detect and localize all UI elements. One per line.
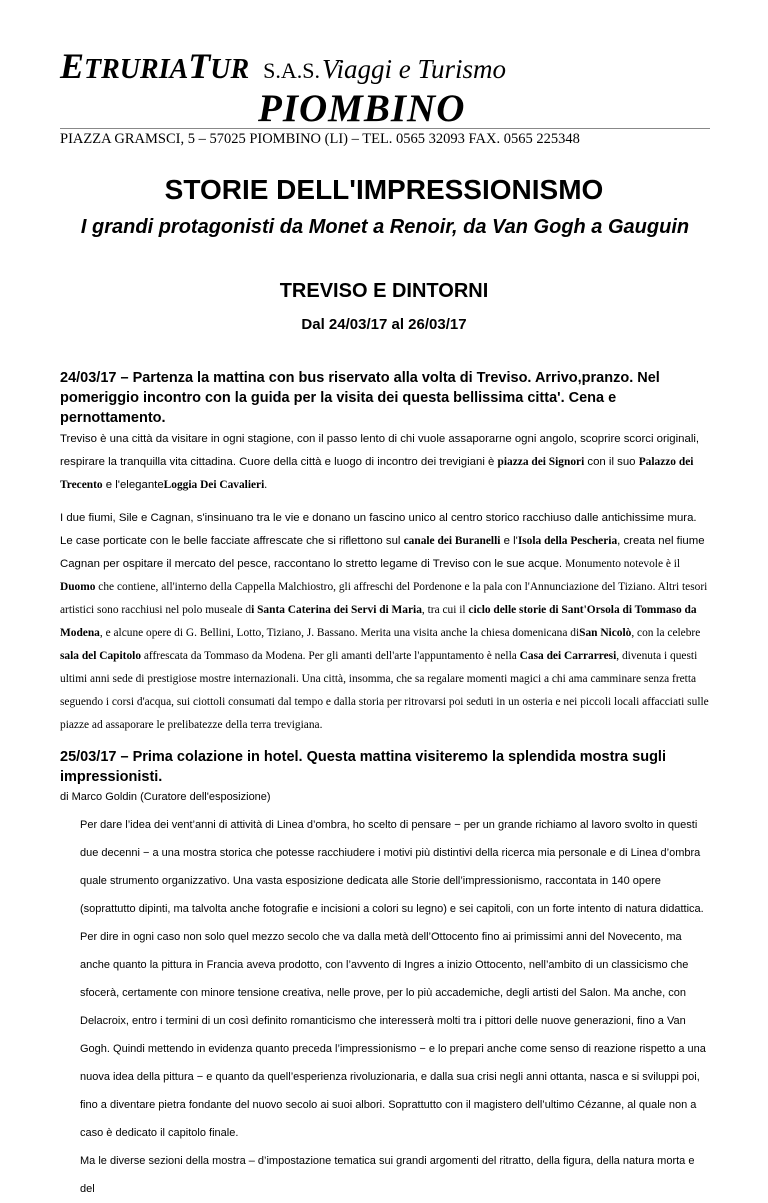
day1-paragraph-2: I due fiumi, Sile e Cagnan, s'insinuano tra le vie e donano un fascino unico al centro storico racchiuso dalle antichissime mura. Le case porticate con le belle facciate affrescate che si riflettono sul canale dei Buranelli e l'Isola della Pescheria, creata nel fiume Cagnan per ospitare il mercato del pesce, raccontano lo stretto legame di Treviso con le sue acque. Monumento notevole è il Duomo che contiene, all'interno della Cappella Malchiostro, gli affreschi del Pordenone e la pala con l'Annunciazione del Tiziano. Altri tesori artistici sono racchiusi nel polo museale di Santa Caterina dei Servi di Maria, tra cui il ciclo delle storie di Sant'Orsola di Tommaso da Modena, e alcune opere di G. Bellini, Lotto, Tiziano, J. Bassano. Merita una visita anche la chiesa domenicana diSan Nicolò, con la celebre sala del Capitolo affrescata da Tommaso da Modena. Per gli amanti dell'arte l'appuntamento è nella Casa dei Carrarresi, divenuta i questi ultimi anni sede di prestigiose mostre internazionali. Una città, insomma, che sa regalare momenti magici a chi ama camminare senza fretta seguendo i corsi d'acqua, sui ciottoli consumati dal tempo e dalla storia per ritrovarsi poi seduti in un osteria e nei piccoli locali affacciati sulle piazze ad assaporare le prelibatezze della terra trevigiana. xyxy=(60,512,709,731)
itinerary xyxy=(60,368,710,1203)
day1-paragraph-1: Treviso è una città da visitare in ogni stagione, con il passo lento di chi vuole assaporarne ogni angolo, scoprire scorci originali, respirare la tranquilla vita cittadina. Cuore della città e luogo di incontro dei trevigiani è piazza dei Signori con il suo Palazzo dei Trecento e l'eleganteLoggia Dei Cavalieri. xyxy=(60,433,700,491)
quote-paragraph-1: Per dare l’idea dei vent’anni di attività di Linea d’ombra, ho scelto di pensare − per un grande richiamo al lavoro svolto in questi due decenni − a una mostra storica che potesse racchiudere i motivi più distintivi della ricerca mia personale e di Linea d’ombra quale strumento organizzativo. Una vasta esposizione dedicata alle Storie dell’impressionismo, raccontata in 140 opere (soprattutto dipinti, ma talvolta anche fotografie e incisioni a colori su legno) e sei capitoli, con un forte intento di natura didattica. Per dire in ogni caso non solo quel mezzo secolo che va dalla metà dell’Ottocento fino ai primissimi anni del Novecento, ma anche quanto la pittura in Francia aveva prodotto, con l’avvento di Ingres a inizio Ottocento, nell’ambito di un classicismo che sfocerà, certamente con minore tensione creativa, nelle prove, per lo più accademiche, degli artisti del Salon. Ma anche, con Delacroix, entro i termini di un così definito romanticismo che interesserà molti tra i pittori delle nuove generazioni, fino a Van Gogh. Quindi mettendo in evidenza quanto preceda l’impressionismo − e lo prepari anche come senso di reazione rispetto a una nuova idea della pittura − e quanto da quell’esperienza rivoluzionaria, e dalla sua crisi negli anni ottanta, nasca e si sviluppi poi, fino a diventare pietra fondante del nuovo secolo ai suoi albori. Soprattutto con il magistero dell’ultimo Cézanne, al quale non a caso è dedicato il capitolo finale. xyxy=(80,819,706,1139)
curator-quote xyxy=(80,811,710,1203)
day1-heading: 24/03/17 – Partenza la mattina con bus riservato alla volta di Treviso. Arrivo,pranzo. Nel pomeriggio incontro con la guida per la visita dei questa bellissima citta'. Cena e pernottamento. xyxy=(60,370,660,426)
address-line: PIAZZA GRAMSCI, 5 – 57025 PIOMBINO (LI) – TEL. 0565 32093 FAX. 0565 225348 xyxy=(60,131,580,147)
page-title: STORIE DELL'IMPRESSIONISMO xyxy=(164,174,604,205)
letterhead xyxy=(60,46,710,130)
author-credit: di Marco Goldin (Curatore dell'esposizione) xyxy=(60,791,271,803)
brand-initial-e: E xyxy=(60,46,85,86)
trip-dates: Dal 24/03/17 al 26/03/17 xyxy=(301,316,467,333)
day2-heading: 25/03/17 – Prima colazione in hotel. Questa mattina visiteremo la splendida mostra sugli impressionisti. xyxy=(60,749,666,785)
brand-initial-t: T xyxy=(188,46,211,86)
header-divider xyxy=(60,128,710,129)
brand-truria: TRURIA xyxy=(84,54,189,85)
quote-paragraph-2: Ma le diverse sezioni della mostra – d’impostazione tematica sui grandi argomenti del ritratto, della figura, della natura morta e del xyxy=(80,1155,695,1195)
brand-name xyxy=(60,46,710,91)
brand-ur: UR xyxy=(210,54,250,85)
city-name: PIOMBINO xyxy=(258,87,466,130)
company-type: S.A.S. xyxy=(263,58,321,83)
tagline: Viaggi e Turismo xyxy=(322,54,507,84)
destination: TREVISO E DINTORNI xyxy=(279,280,489,302)
page-subtitle: I grandi protagonisti da Monet a Renoir, da Van Gogh a Gauguin xyxy=(80,216,690,238)
